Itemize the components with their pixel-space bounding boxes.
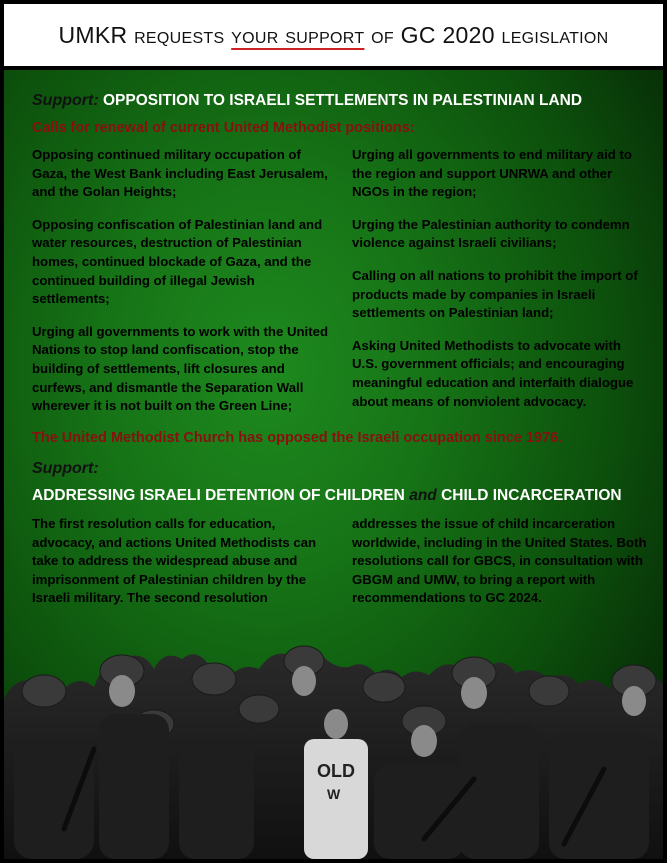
list-item: Calling on all nations to prohibit the import of products made by companies in Israeli settlements on Palestinian land; [352,267,638,321]
section1-right-column [352,146,647,425]
title-underlined: your support [231,21,365,48]
list-item: Urging all governments to work with the United Nations to stop land confiscation, stop the building of settlements, lift closures and curfews, and dismantle the Separation Wall wherever it is not built on the Green Line; [32,323,329,414]
support-label: Support: [32,460,99,477]
green-panel [4,70,663,859]
list-item: Asking United Methodists to advocate with U.S. government officials; and encouraging meaningful education and interfaith dialogue about means of nonviolent advocacy. [352,337,634,409]
section1-title: OPPOSITION TO ISRAELI SETTLEMENTS IN PALESTINIAN LAND [102,92,583,109]
section1-heading [32,92,582,110]
list-item: Urging the Palestinian authority to condemn violence against Israeli civilians; [352,216,630,251]
list-item: Opposing continued military occupation of Gaza, the West Bank including East Jerusalem, and the Golan Heights; [32,147,328,200]
positions-callout: Calls for renewal of current United Methodist positions: [32,120,415,136]
section2-right-column [352,515,647,622]
section2-support [32,460,99,478]
soldiers-photo [4,629,663,859]
occupation-callout: The United Methodist Church has opposed the Israeli occupation since 1976. [32,430,563,446]
support-label: Support: [32,92,99,109]
header-banner [4,4,663,66]
shirt-text: OLD [317,761,355,781]
paragraph: addresses the issue of child incarceration worldwide, including in the United States. Both resolutions call for GBCS, in consultation with GBGM and UMW, to bring a report with recommendations to GC 2024. [352,516,647,606]
section2-heading [32,487,622,505]
title-suffix: of GC 2020 legislation [364,21,609,48]
section2-title-a: ADDRESSING ISRAELI DETENTION OF CHILDREN [32,487,405,504]
section2-and: and [409,487,437,504]
title-prefix: UMKR requests [58,21,232,48]
list-item: Opposing confiscation of Palestinian land and water resources, destruction of Palestinian homes, continued blockade of Gaza, and the continued building of illegal Jewish settlements; [32,216,323,307]
section2-title-b: CHILD INCARCERATION [441,487,622,504]
section1-left-column [32,146,332,430]
list-item: Urging all governments to end military aid to the region and support UNRWA and other NGOs in the region; [352,147,632,200]
shirt-text: W [327,786,341,802]
page-title [58,22,608,49]
section2-left-column [32,515,332,622]
paragraph: The first resolution calls for education, advocacy, and actions United Methodists can take to address the widespread abuse and imprisonment of Palestinian children by the Israeli military. The second resolution [32,516,317,606]
